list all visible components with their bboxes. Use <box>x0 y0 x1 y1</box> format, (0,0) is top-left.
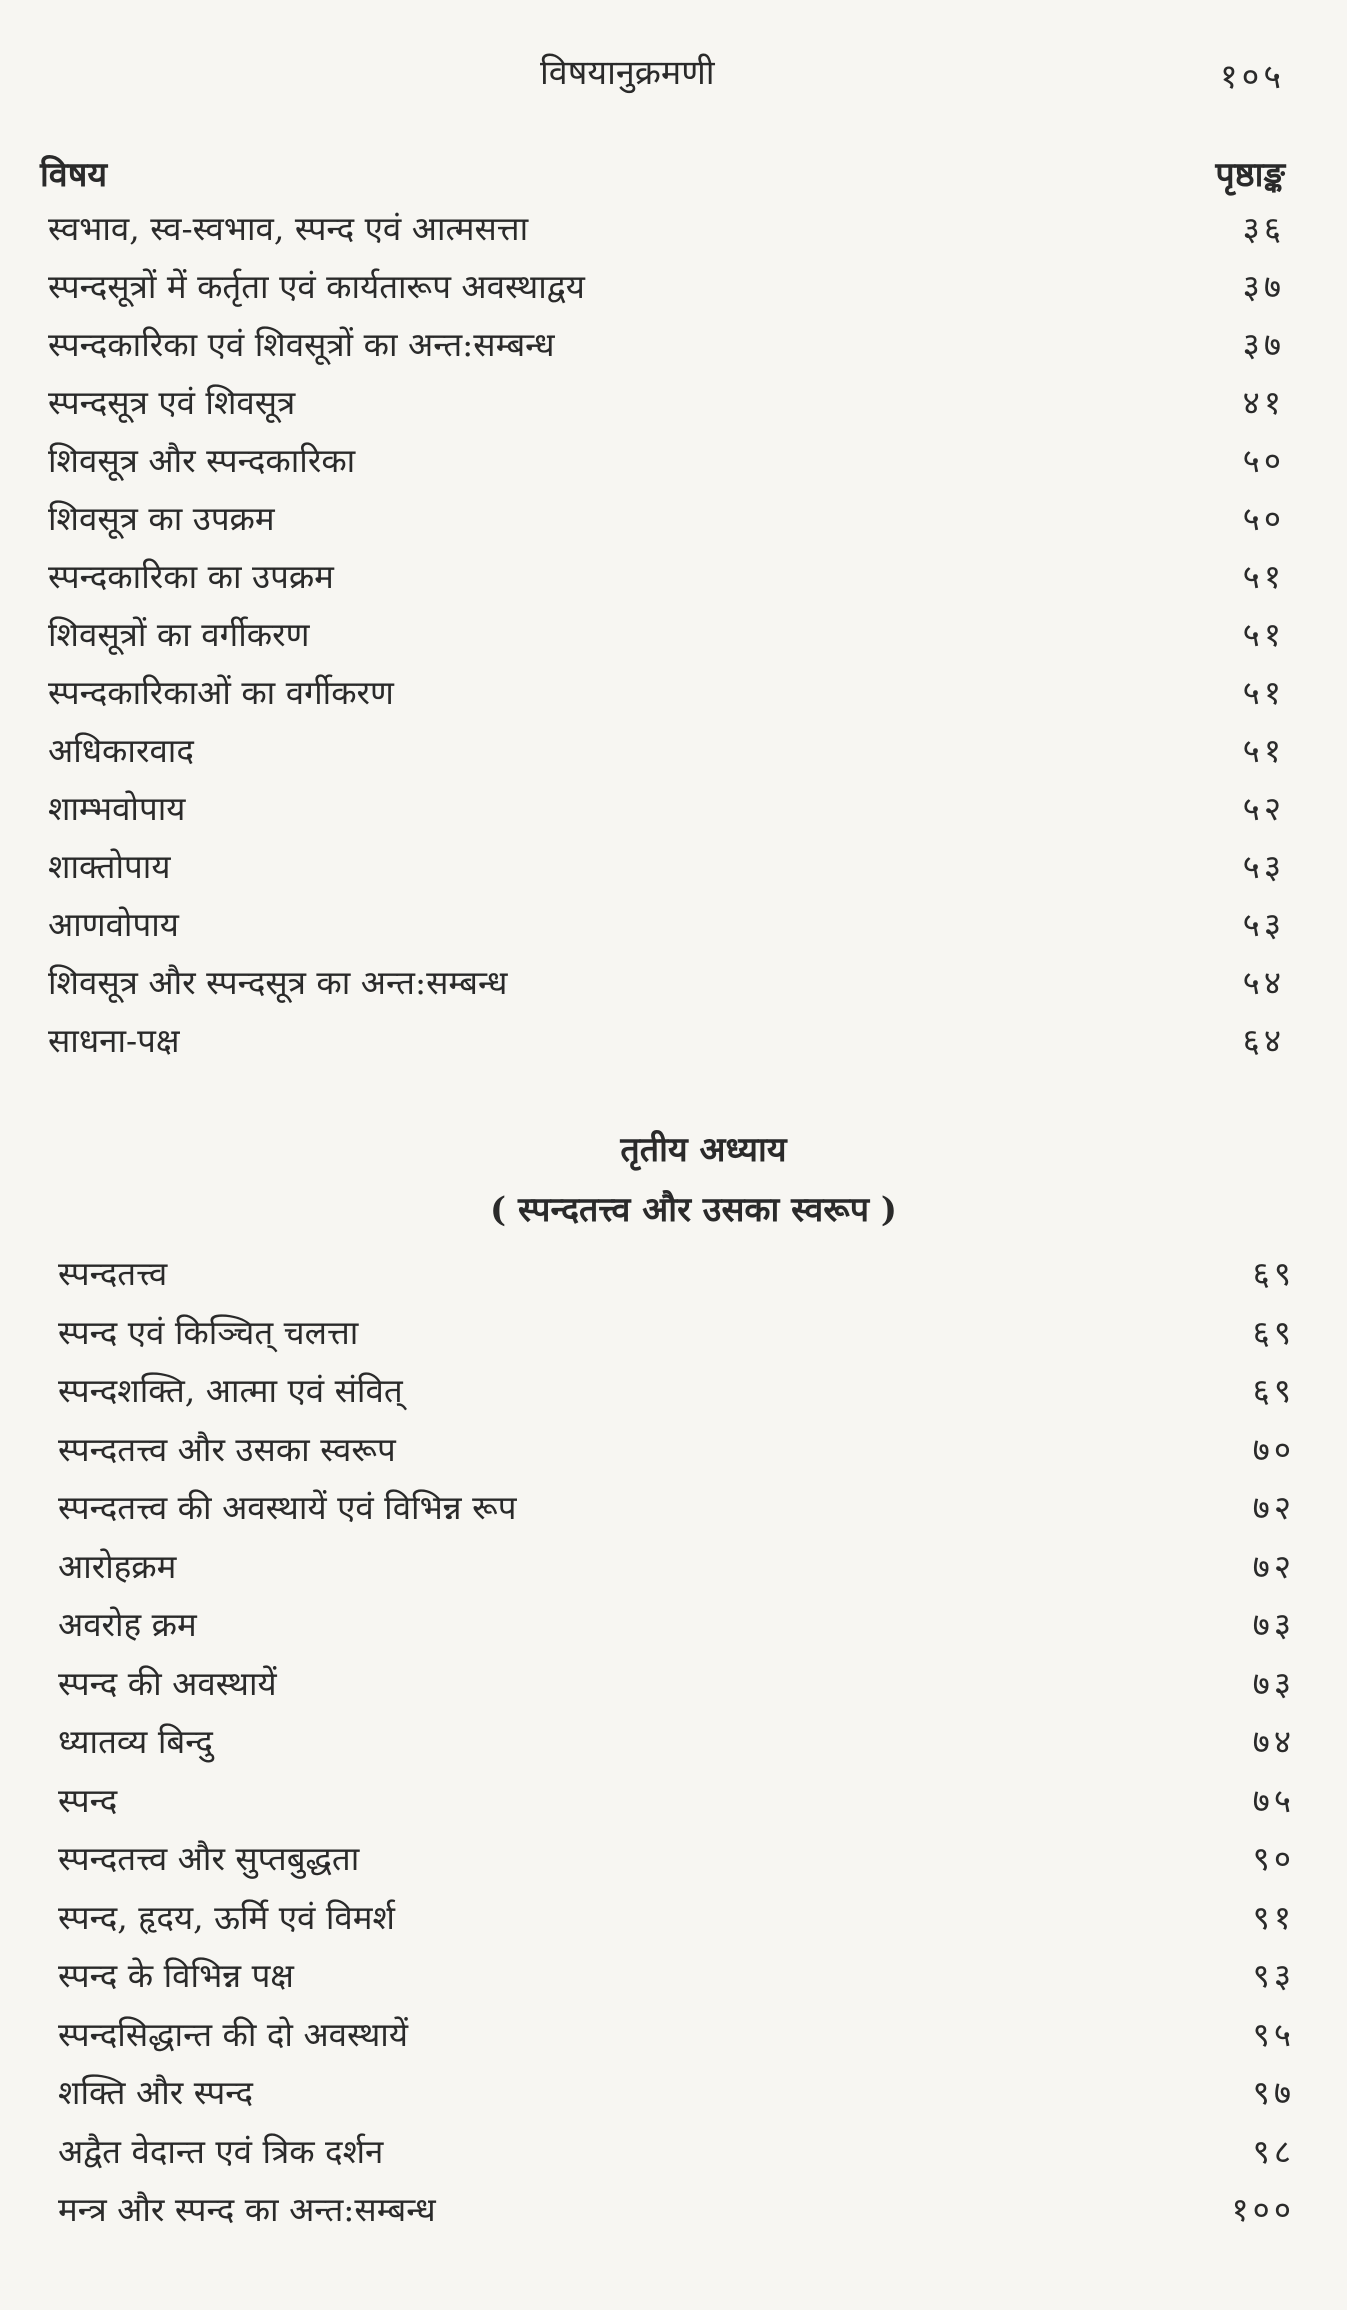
toc-entry-title: स्पन्दसिद्धान्त की दो अवस्थायें <box>58 2014 408 2054</box>
toc-entry <box>40 316 1285 374</box>
toc-entry <box>40 200 1285 258</box>
toc-entry-page: ३७ <box>1242 325 1285 364</box>
toc-entry-page: ६९ <box>1252 1312 1295 1352</box>
toc-entry-page: ४१ <box>1242 383 1285 422</box>
toc-entry-title: अद्वैत वेदान्त एवं त्रिक दर्शन <box>58 2131 384 2171</box>
toc-entry-title: आणवोपाय <box>48 905 179 944</box>
toc-entry <box>50 1655 1295 1714</box>
toc-entry-title: शिवसूत्र और स्पन्दकारिका <box>48 441 356 480</box>
toc-entry <box>40 432 1285 490</box>
toc-entry-page: ९८ <box>1252 2131 1295 2171</box>
toc-entry-title: आरोहक्रम <box>58 1546 177 1586</box>
toc-entry <box>50 1713 1295 1772</box>
toc-entry-page: ७२ <box>1252 1546 1295 1586</box>
toc-entry <box>40 1012 1285 1070</box>
toc-entry <box>50 1245 1295 1304</box>
toc-entry <box>40 896 1285 954</box>
toc-entry <box>40 838 1285 896</box>
toc-entry <box>50 1830 1295 1889</box>
toc-entry-page: ७३ <box>1252 1605 1295 1644</box>
toc-entry-page: ५० <box>1242 499 1285 538</box>
toc-entry <box>50 1421 1295 1480</box>
toc-entry-page: ५१ <box>1242 731 1285 770</box>
toc-entry <box>40 490 1285 548</box>
toc-entry-title: स्पन्द की अवस्थायें <box>58 1663 277 1703</box>
running-header <box>0 48 1347 108</box>
toc-entry-page: ५४ <box>1242 963 1285 1002</box>
toc-entry <box>50 2006 1295 2065</box>
toc-entry <box>40 780 1285 838</box>
toc-entry-title: स्पन्दतत्त्व और सुप्तबुद्धता <box>58 1839 360 1878</box>
toc-entry-title: अधिकारवाद <box>48 731 194 770</box>
toc-entry-page: ९१ <box>1252 1897 1295 1937</box>
toc-entry-page: ९३ <box>1252 1956 1295 1995</box>
column-headers <box>40 150 1285 194</box>
toc-entry-page: ९५ <box>1252 2014 1295 2054</box>
toc-entry <box>50 1479 1295 1538</box>
toc-entry-title: स्पन्द <box>58 1780 118 1820</box>
toc-entry-title: स्पन्दशक्ति, आत्मा एवं संवित् <box>58 1371 403 1410</box>
chapter-title: तृतीय अध्याय <box>620 1130 787 1170</box>
toc-entry-title: स्पन्द, हृदय, ऊर्मि एवं विमर्श <box>58 1897 395 1937</box>
toc-entry <box>50 1947 1295 2006</box>
toc-entry-title: स्पन्दतत्त्व की अवस्थायें एवं विभिन्न रूप <box>58 1488 517 1527</box>
toc-entry-title: शिवसूत्रों का वर्गीकरण <box>48 615 310 654</box>
toc-entry-title: मन्त्र और स्पन्द का अन्त:सम्बन्ध <box>58 2190 436 2229</box>
toc-entry-title: स्पन्दसूत्रों में कर्तृता एवं कार्यतारूप अवस्थाद्वय <box>48 267 585 306</box>
toc-entry <box>40 606 1285 664</box>
toc-entry-title: स्पन्दसूत्र एवं शिवसूत्र <box>48 383 296 422</box>
toc-entry-page: ९० <box>1252 1839 1295 1878</box>
toc-entry-page: ७० <box>1252 1429 1295 1469</box>
toc-entry-title: शाक्तोपाय <box>48 847 171 886</box>
toc-entry <box>40 722 1285 780</box>
toc-entry-title: शिवसूत्र का उपक्रम <box>48 499 275 538</box>
toc-section-1 <box>40 200 1285 1070</box>
toc-entry-page: ९७ <box>1252 2073 1295 2112</box>
toc-entry-page: ५३ <box>1242 905 1285 944</box>
toc-entry-page: ६९ <box>1252 1254 1295 1293</box>
toc-entry-page: ३६ <box>1242 209 1285 248</box>
toc-entry-title: साधना-पक्ष <box>48 1021 180 1060</box>
toc-entry <box>40 374 1285 432</box>
toc-entry <box>50 2181 1295 2240</box>
toc-entry-page: ५० <box>1242 441 1285 480</box>
toc-entry-title: ध्यातव्य बिन्दु <box>58 1722 213 1761</box>
toc-entry-title: स्पन्द के विभिन्न पक्ष <box>58 1956 294 1995</box>
toc-entry <box>50 1362 1295 1421</box>
chapter-subtitle: ( स्पन्दतत्त्व और उसका स्वरूप ) <box>490 1190 897 1230</box>
toc-entry-page: ३७ <box>1242 267 1285 306</box>
toc-entry <box>50 1304 1295 1363</box>
toc-entry <box>50 1596 1295 1655</box>
toc-entry-title: स्वभाव, स्व-स्वभाव, स्पन्द एवं आत्मसत्ता <box>48 209 529 248</box>
toc-entry-title: अवरोह क्रम <box>58 1605 197 1644</box>
toc-entry-title: शक्ति और स्पन्द <box>58 2073 254 2112</box>
page-column-header: पृष्ठाङ्क <box>1215 155 1285 195</box>
toc-entry-title: शाम्भवोपाय <box>48 789 186 828</box>
toc-entry-page: ७३ <box>1252 1663 1295 1703</box>
subject-column-header: विषय <box>40 155 108 195</box>
running-title: विषयानुक्रमणी <box>540 53 715 93</box>
toc-entry-page: ५३ <box>1242 847 1285 886</box>
page-number: १०५ <box>1219 57 1285 97</box>
toc-entry <box>40 548 1285 606</box>
toc-entry <box>40 664 1285 722</box>
toc-entry-page: ५२ <box>1242 789 1285 828</box>
toc-entry-page: ७२ <box>1252 1488 1295 1527</box>
toc-entry-page: ५१ <box>1242 557 1285 596</box>
toc-entry <box>50 2123 1295 2182</box>
toc-entry-page: १०० <box>1231 2190 1295 2229</box>
toc-entry-page: ५१ <box>1242 615 1285 654</box>
toc-entry-page: ५१ <box>1242 673 1285 712</box>
toc-entry-page: ७४ <box>1252 1722 1295 1761</box>
toc-entry <box>50 1889 1295 1948</box>
toc-entry-title: स्पन्दकारिकाओं का वर्गीकरण <box>48 673 394 712</box>
toc-entry-title: स्पन्दतत्त्व <box>58 1254 168 1293</box>
toc-entry <box>50 2064 1295 2123</box>
toc-entry-title: शिवसूत्र और स्पन्दसूत्र का अन्त:सम्बन्ध <box>48 963 508 1002</box>
toc-entry-page: ६४ <box>1242 1021 1285 1060</box>
toc-entry <box>50 1772 1295 1831</box>
toc-entry-title: स्पन्दकारिका एवं शिवसूत्रों का अन्त:सम्बन्ध <box>48 325 555 364</box>
toc-entry <box>50 1538 1295 1597</box>
toc-entry-title: स्पन्दतत्त्व और उसका स्वरूप <box>58 1429 396 1469</box>
toc-entry <box>40 954 1285 1012</box>
toc-entry <box>40 258 1285 316</box>
toc-entry-title: स्पन्दकारिका का उपक्रम <box>48 557 334 596</box>
toc-entry-title: स्पन्द एवं किञ्चित् चलत्ता <box>58 1312 359 1352</box>
toc-entry-page: ७५ <box>1252 1780 1295 1820</box>
toc-section-2 <box>50 1245 1295 2240</box>
toc-entry-page: ६९ <box>1252 1371 1295 1410</box>
